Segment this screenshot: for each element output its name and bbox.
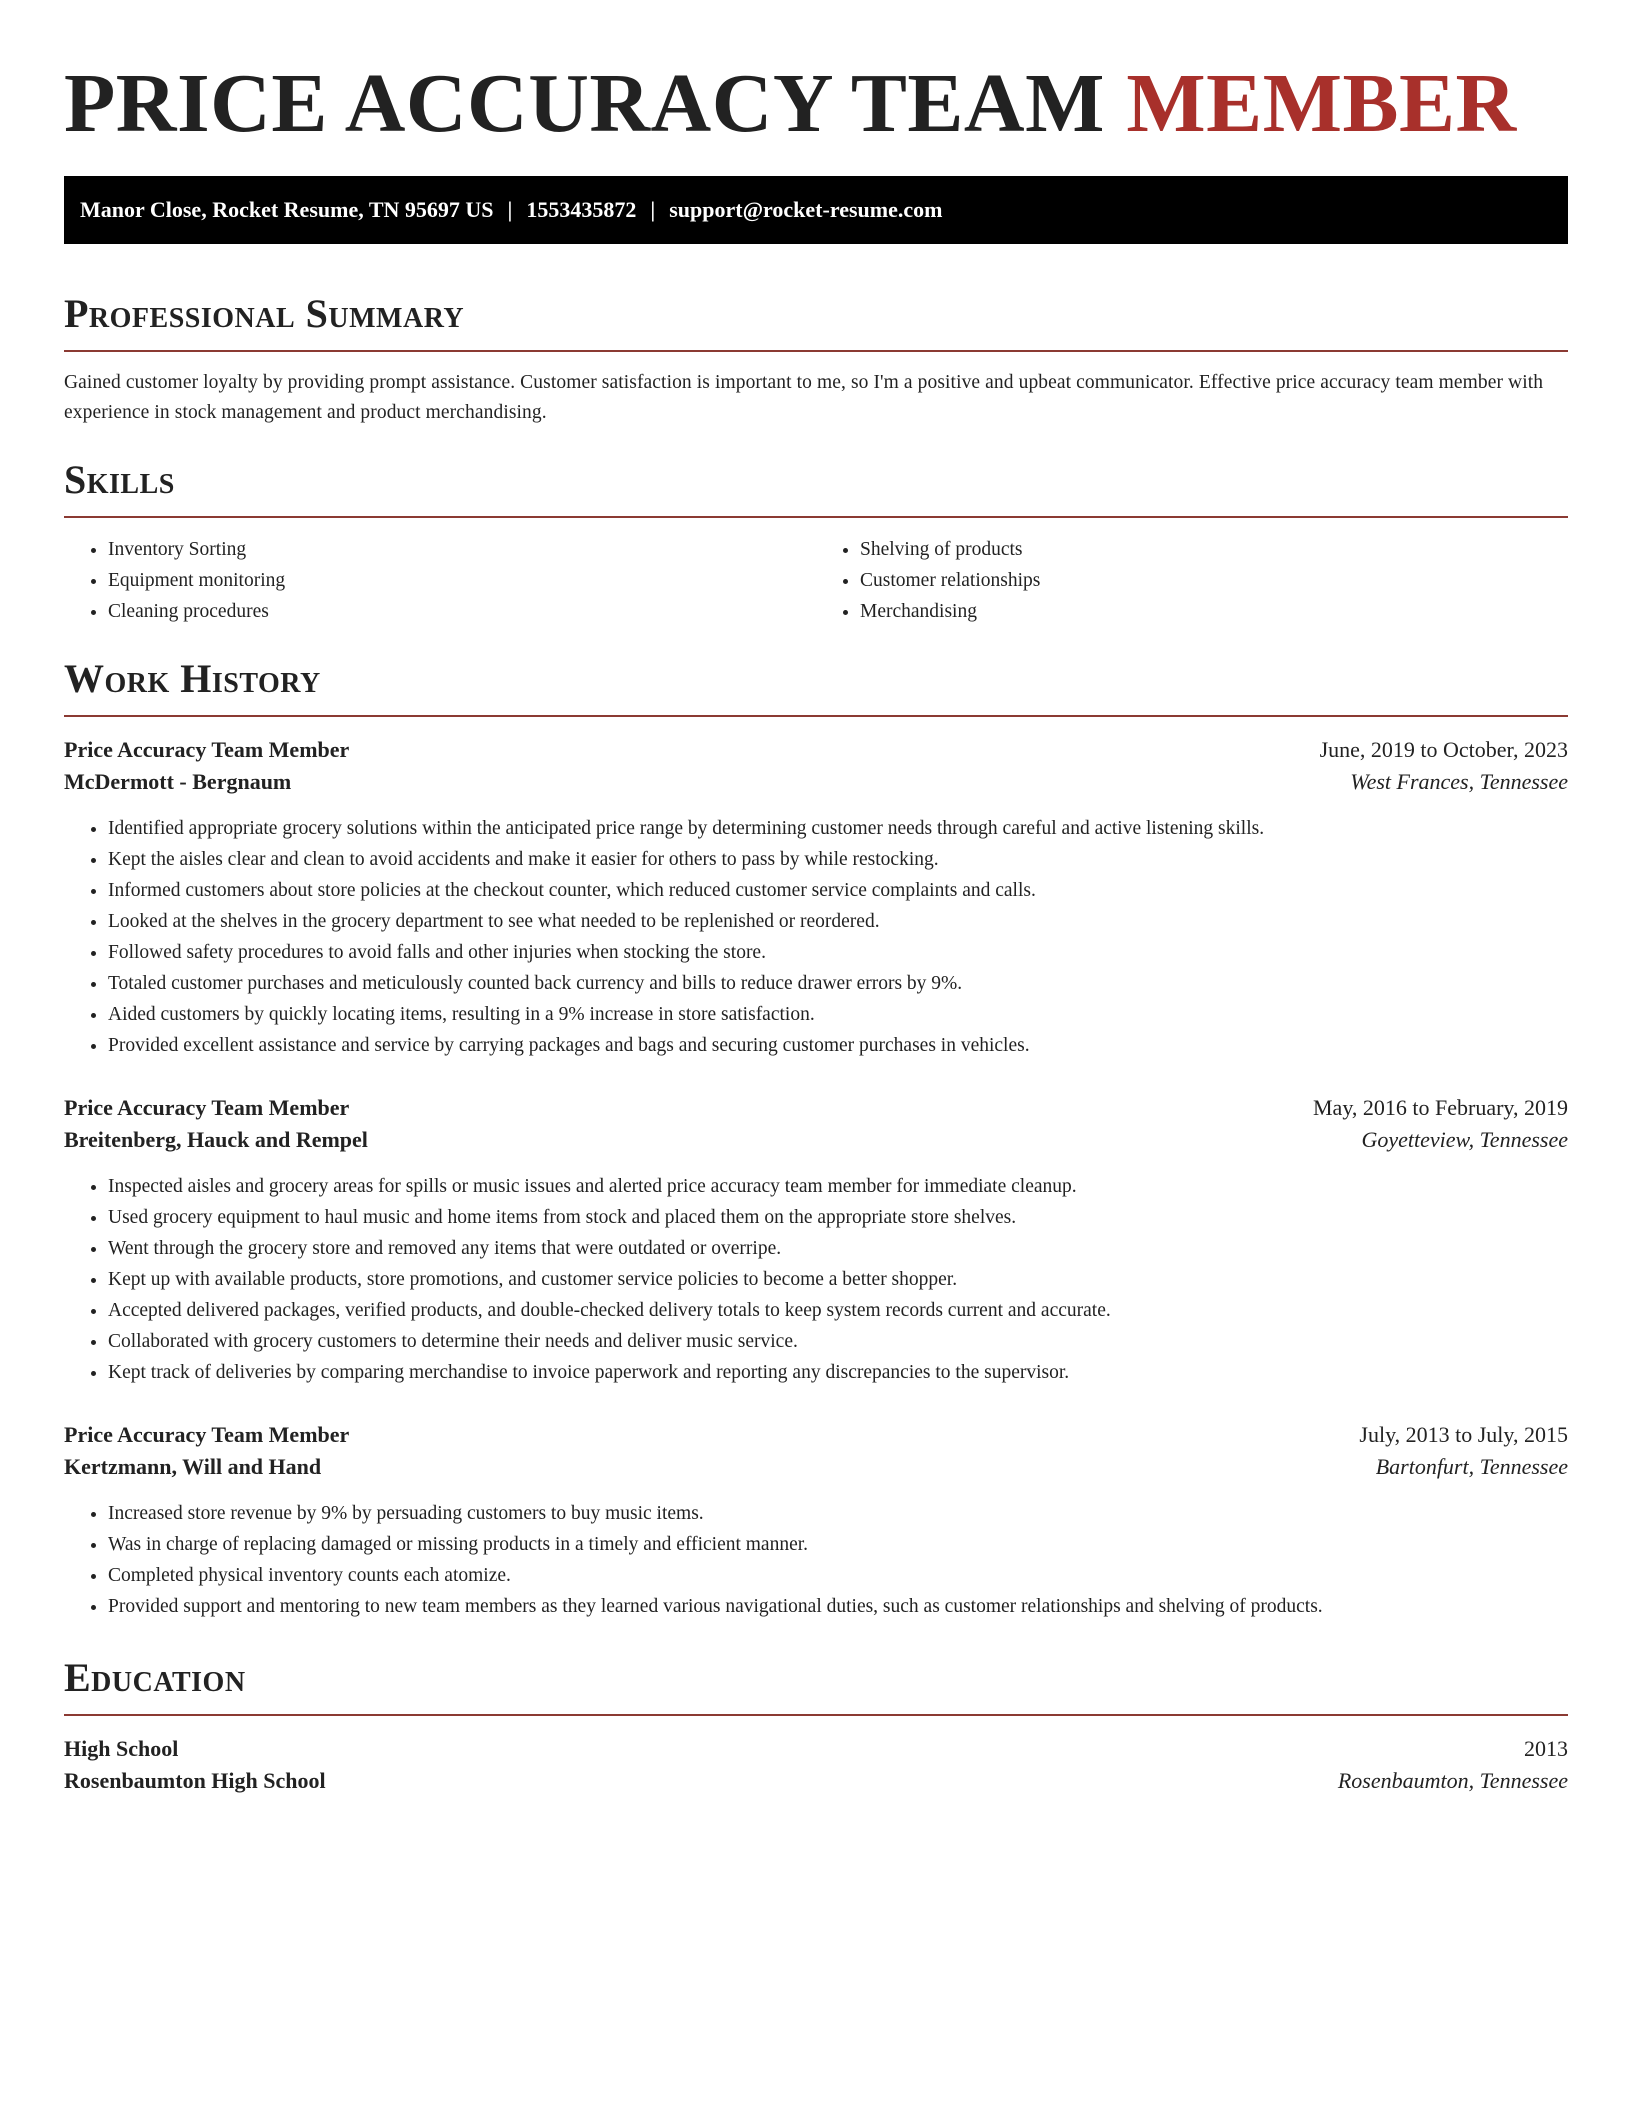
job-company: McDermott - Bergnaum <box>64 769 292 794</box>
contact-address: Manor Close, Rocket Resume, TN 95697 US <box>80 197 494 222</box>
job-title: Price Accuracy Team Member <box>64 1422 350 1447</box>
job-bullets <box>64 1498 1568 1622</box>
job-header-row <box>64 1095 1568 1121</box>
contact-bar <box>64 176 1568 244</box>
job-bullet: • Was in charge of replacing damaged or missing products in a timely and efficient manner. <box>108 1529 1568 1560</box>
education-year: 2013 <box>1524 1736 1568 1761</box>
contact-separator: | <box>650 197 656 222</box>
summary-heading: Professional Summary <box>64 288 1568 352</box>
job-header-row <box>64 1422 1568 1448</box>
job-company: Breitenberg, Hauck and Rempel <box>64 1127 368 1152</box>
job-bullet: • Followed safety procedures to avoid falls and other injuries when stocking the store. <box>108 937 1568 968</box>
job-title: Price Accuracy Team Member <box>64 1095 350 1120</box>
job-bullet: • Kept the aisles clear and clean to avoid accidents and make it easier for others to pass by while restocking. <box>108 844 1568 875</box>
job-bullet: • Inspected aisles and grocery areas for spills or music issues and alerted price accuracy team member for immediate cleanup. <box>108 1171 1568 1202</box>
skills-heading: Skills <box>64 454 1568 518</box>
contact-separator: | <box>507 197 513 222</box>
contact-phone: 1553435872 <box>526 197 637 222</box>
resume-page <box>64 0 1568 1794</box>
education-header-row <box>64 1736 1568 1762</box>
summary-text: Gained customer loyalty by providing prompt assistance. Customer satisfaction is important to me, so I'm a positive and upbeat communicator. Effective price accuracy team member with experience in stock management and product merchandising. <box>64 372 1544 423</box>
skill-item: • Equipment monitoring <box>108 565 816 596</box>
job-company: Kertzmann, Will and Hand <box>64 1454 322 1479</box>
job-location: Bartonfurt, Tennessee <box>1375 1454 1568 1479</box>
job-bullet: • Totaled customer purchases and meticulously counted back currency and bills to reduce drawer errors by 9%. <box>108 968 1568 999</box>
education-heading: Education <box>64 1652 1568 1716</box>
job-bullet: • Collaborated with grocery customers to determine their needs and deliver music service. <box>108 1326 1568 1357</box>
title-accent: MEMBER <box>1126 57 1517 150</box>
job-bullet: • Went through the grocery store and removed any items that were outdated or overripe. <box>108 1233 1568 1264</box>
job-entry <box>64 737 1568 1061</box>
title-main: PRICE ACCURACY TEAM <box>64 57 1105 150</box>
skill-item: • Cleaning procedures <box>108 596 816 627</box>
job-bullet: • Kept track of deliveries by comparing merchandise to invoice paperwork and reporting any discrepancies to the supervisor. <box>108 1357 1568 1388</box>
contact-email[interactable]: support@rocket-resume.com <box>669 197 943 222</box>
job-dates: May, 2016 to February, 2019 <box>1313 1095 1568 1120</box>
job-entry <box>64 1422 1568 1622</box>
job-bullets <box>64 1171 1568 1388</box>
job-bullet: • Looked at the shelves in the grocery department to see what needed to be replenished or reordered. <box>108 906 1568 937</box>
job-dates: July, 2013 to July, 2015 <box>1359 1422 1568 1447</box>
job-bullet: • Provided support and mentoring to new team members as they learned various navigational duties, such as customer relationships and shelving of products. <box>108 1591 1568 1622</box>
skills-column-2 <box>816 534 1568 627</box>
job-company-row <box>64 769 1568 795</box>
job-company-row <box>64 1127 1568 1153</box>
job-bullet: • Provided excellent assistance and service by carrying packages and bags and securing customer purchases in vehicles. <box>108 1030 1568 1061</box>
skill-item: • Shelving of products <box>860 534 1568 565</box>
education-location: Rosenbaumton, Tennessee <box>1337 1768 1568 1793</box>
job-title: Price Accuracy Team Member <box>64 737 350 762</box>
job-bullet: • Informed customers about store policies at the checkout counter, which reduced customer service complaints and calls. <box>108 875 1568 906</box>
job-bullet: • Accepted delivered packages, verified products, and double-checked delivery totals to keep system records current and accurate. <box>108 1295 1568 1326</box>
education-school: Rosenbaumton High School <box>64 1768 326 1793</box>
education-entry <box>64 1736 1568 1794</box>
resume-title <box>64 0 1568 150</box>
job-bullet: • Kept up with available products, store promotions, and customer service policies to become a better shopper. <box>108 1264 1568 1295</box>
job-dates: June, 2019 to October, 2023 <box>1319 737 1568 762</box>
job-bullet: • Used grocery equipment to haul music and home items from stock and placed them on the appropriate store shelves. <box>108 1202 1568 1233</box>
job-bullet: • Completed physical inventory counts each atomize. <box>108 1560 1568 1591</box>
skill-item: • Customer relationships <box>860 565 1568 596</box>
job-location: West Frances, Tennessee <box>1350 769 1568 794</box>
skill-item: • Inventory Sorting <box>108 534 816 565</box>
job-bullets <box>64 813 1568 1061</box>
job-header-row <box>64 737 1568 763</box>
job-bullet: • Aided customers by quickly locating items, resulting in a 9% increase in store satisfaction. <box>108 999 1568 1030</box>
education-school-row <box>64 1768 1568 1794</box>
job-bullet: • Identified appropriate grocery solutions within the anticipated price range by determining customer needs through careful and active listening skills. <box>108 813 1568 844</box>
job-company-row <box>64 1454 1568 1480</box>
job-bullet: • Increased store revenue by 9% by persuading customers to buy music items. <box>108 1498 1568 1529</box>
job-location: Goyetteview, Tennessee <box>1361 1127 1568 1152</box>
work-history-heading: Work History <box>64 653 1568 717</box>
skills-column-1 <box>64 534 816 627</box>
job-entry <box>64 1095 1568 1388</box>
education-degree: High School <box>64 1736 179 1761</box>
skills-list <box>64 534 1568 627</box>
skill-item: • Merchandising <box>860 596 1568 627</box>
